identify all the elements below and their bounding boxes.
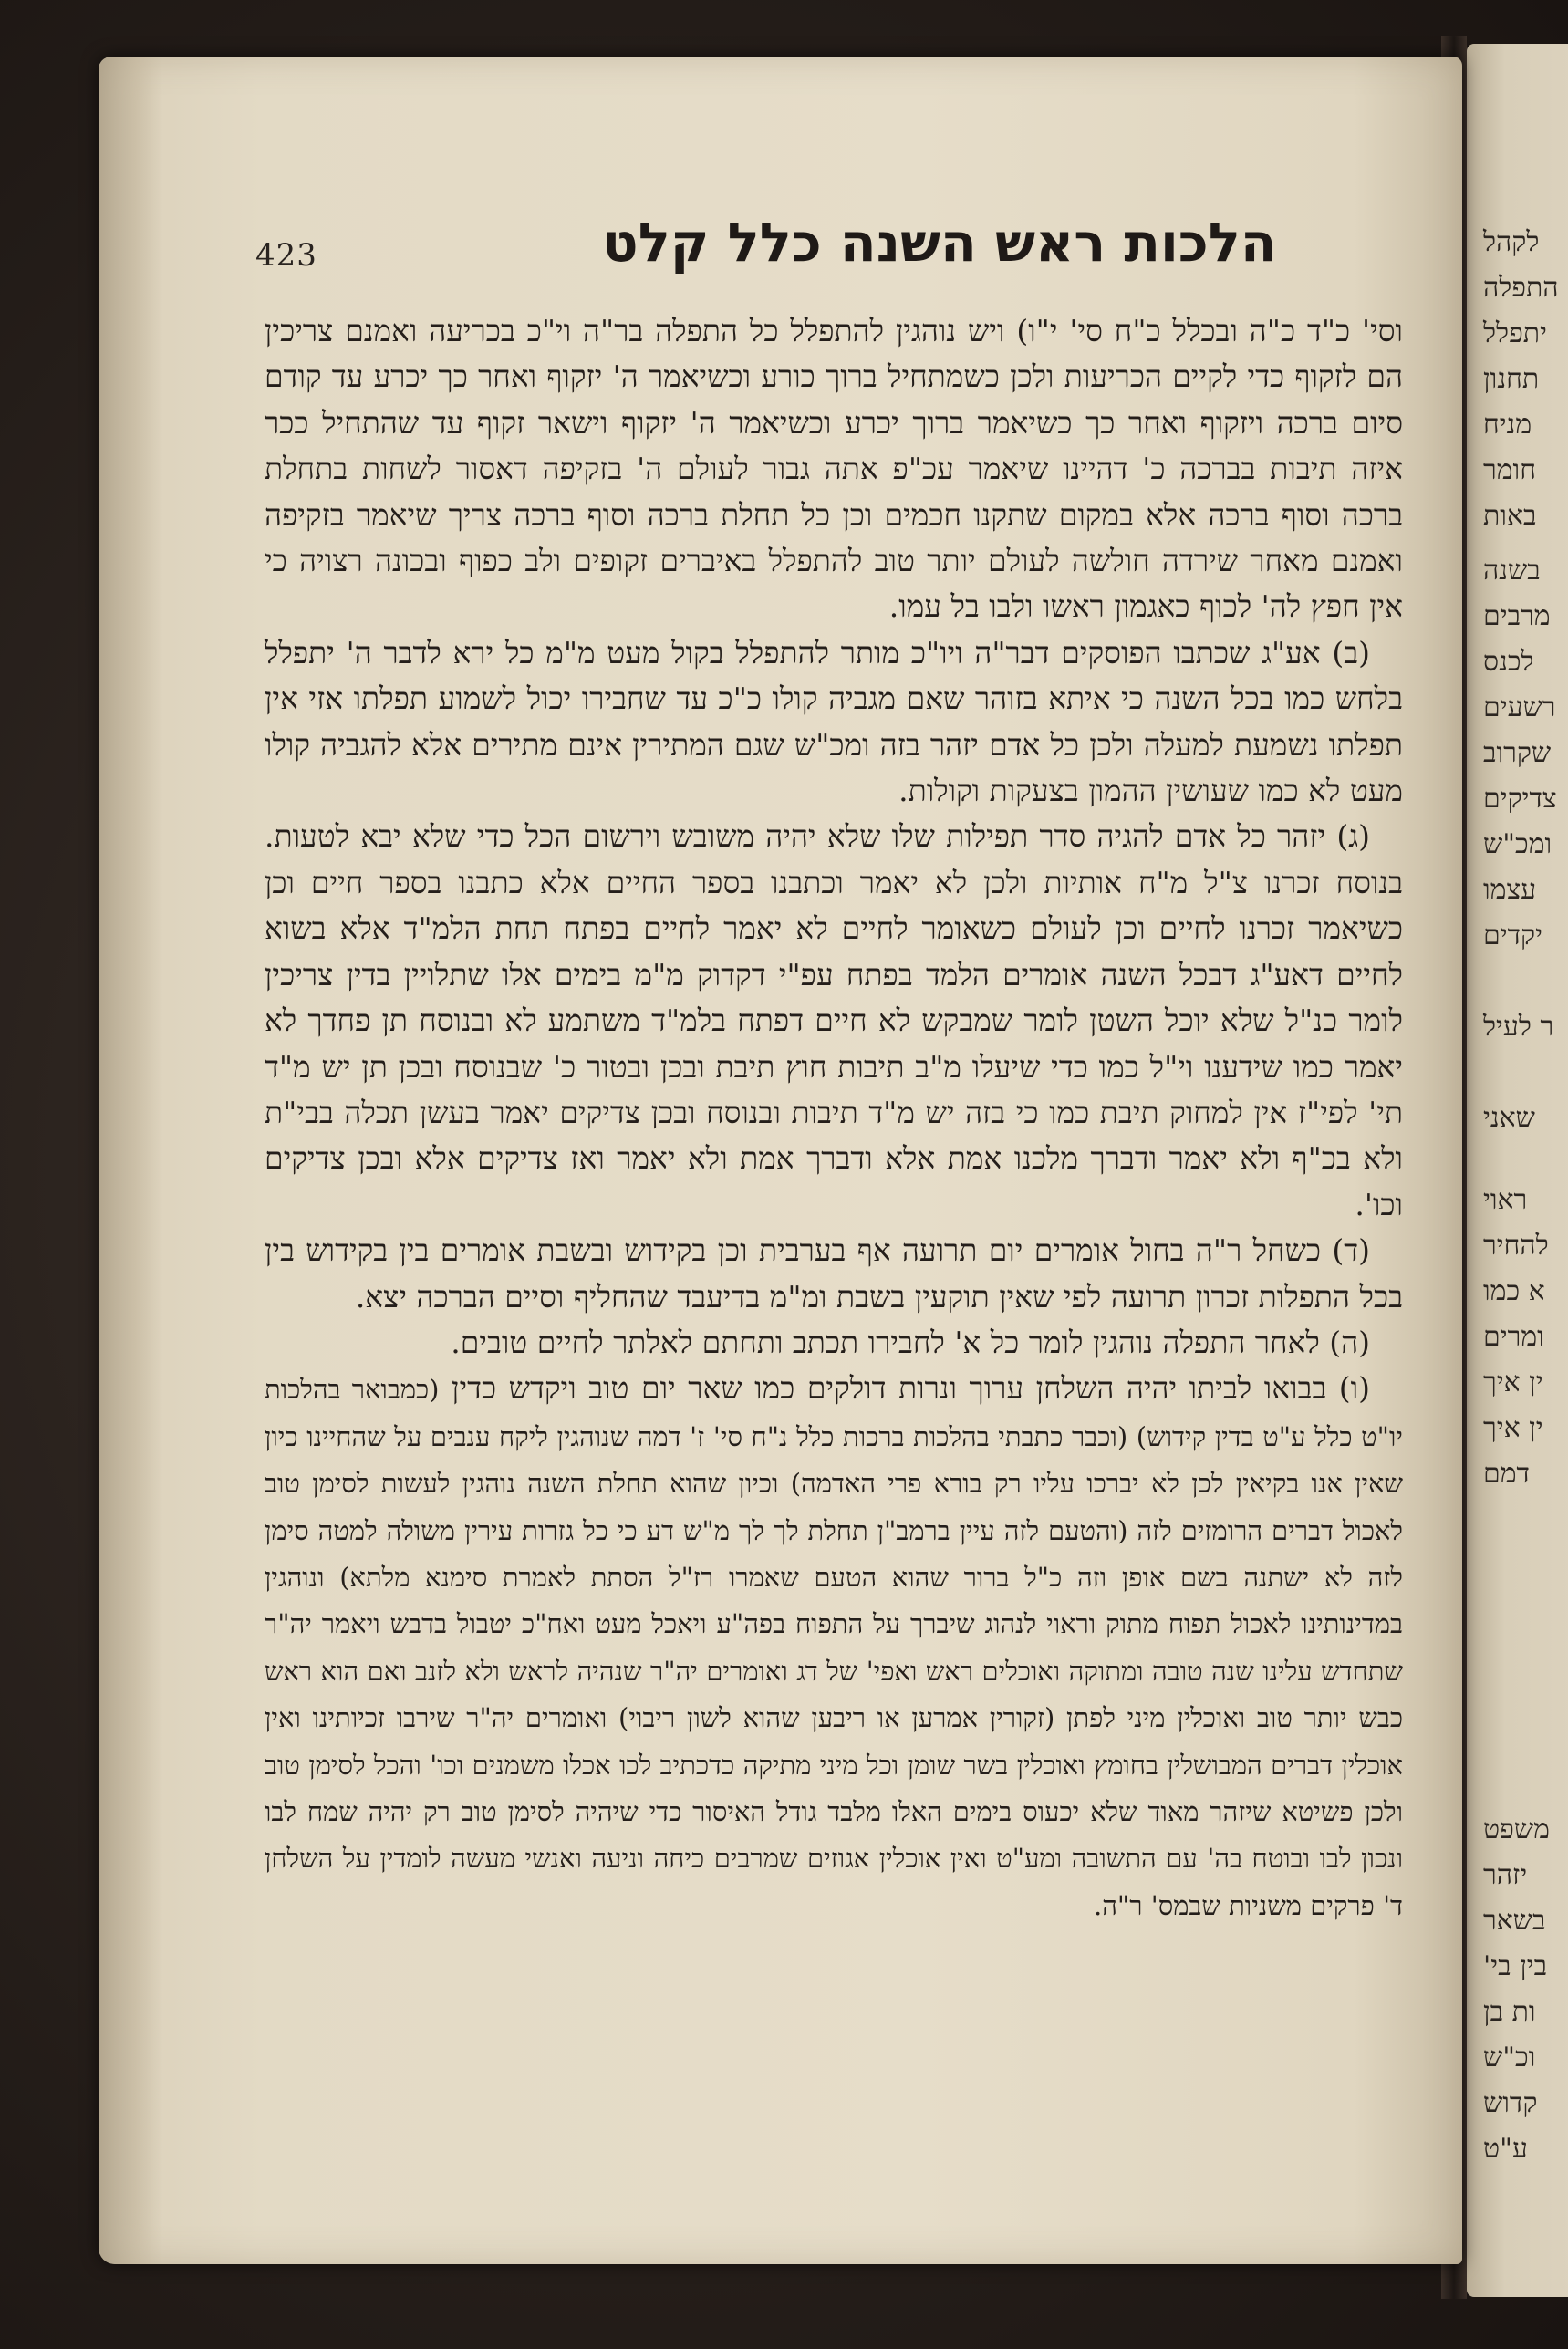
body-text [265, 308, 1403, 1928]
adjacent-page-fragment: משפט [1483, 1814, 1550, 1845]
adjacent-page-fragment: התפלה [1483, 272, 1559, 304]
adjacent-page-fragment: דמם [1483, 1458, 1530, 1490]
adjacent-page-fragment: צדיקים [1483, 783, 1557, 815]
adjacent-page-fragment: רשעים [1483, 691, 1556, 723]
running-title: הלכות ראש השנה כלל קלט [602, 212, 1277, 274]
adjacent-page-fragment: עצמו [1483, 874, 1537, 906]
adjacent-page-fragment: לקהל [1483, 226, 1540, 258]
adjacent-page-fragment: יתפלל [1483, 317, 1547, 349]
page-number: 423 [255, 237, 317, 274]
adjacent-page-fragment: מניח [1483, 409, 1532, 441]
adjacent-page-fragment: שאני [1483, 1102, 1535, 1134]
paragraph-1: וסי' כ"ד כ"ה ובכלל כ"ח סי' י"ו) ויש נוהגין להתפלל כל התפלה בר"ה וי"כ בכריעה ואמנם צריכין הם לזקוף כדי לקיים הכריעות ולכן כשמתחיל ברוך כורע וכשיאמר ה' יזקוף ואחר כך יכרע עד קודם סיום ברכה ויזקוף ואחר כך כשיאמר ברוך יכרע וכשיאמר ה' יזקוף וישאר זקוף עד שהתחיל ככר איזה תיבות בברכה כ' דהיינו שיאמר עכ"פ אתה גבור לעולם ה' בזקיפה דאסור לשחות בתחלת ברכה וסוף ברכה אלא במקום שתקנו חכמים וכן כל תחלת ברכה וסוף ברכה צריך שיאמר בזקיפה ואמנם מאחר שירדה חולשה לעולם יותר טוב להתפלל באיברים זקופים ולב כפוף ובכונה רצויה כי אין חפץ לה' לכוף כאגמון ראשו ולבו בל עמו. [265, 313, 1403, 625]
paragraph-2: (ב) אע"ג שכתבו הפוסקים דבר"ה ויו"כ מותר להתפלל בקול מעט מ"מ כל ירא לדבר ה' יתפלל בלחש כמו בכל השנה כי איתא בזוהר שאם מגביה קולו כ"כ עד שחבירו יכול לשמוע תפלתו אזי אין תפלתו נשמעת למעלה ולכן כל אדם יזהר בזה ומכ"ש שגם המתירין אינם מתירים אלא להגביה קולו מעט לא כמו שעושין ההמון בצעקות וקולות. [265, 634, 1403, 809]
adjacent-page-fragment: ראוי [1483, 1184, 1528, 1216]
paragraph-6-lead: (ו) בבואו לביתו יהיה השלחן ערוך ונרות דולקים כמו שאר יום טוב ויקדש כדין [452, 1370, 1370, 1407]
adjacent-page [1467, 44, 1568, 2297]
adjacent-page-fragment: שקרוב [1483, 737, 1552, 769]
adjacent-page-fragment: חומר [1483, 454, 1536, 486]
adjacent-page-fragment: תחנון [1483, 363, 1540, 395]
paragraph-3: (ג) יזהר כל אדם להגיה סדר תפילות שלו שלא יהיה משובש וירשום הכל כדי שלא יבא לטעות. בנוסח זכרנו צ"ל מ"ח אותיות ולכן לא יאמר וכתבנו בספר החיים אלא כתבנו בספר חיים וכן כשיאמר זכרנו לחיים וכן לעולם כשאומר לחיים לא יאמר לחיים בפתח תחת הלמ"ד אלא בשוא לחיים דאע"ג דבכל השנה אומרים הלמד בפתח עפ"י דקדוק מ"מ בימים אלו שתלויין בדין צריכין לומר כנ"ל שלא יוכל השטן לומר שמבקש לא חיים דפתח בלמ"ד משתמע לא ובנוסח תן פחדך לא יאמר כמו שידענו וי"ל כמו כדי שיעלו מ"ב תיבות חוץ תיבת ובכן ובטור כ' שבנוסח ובכן תן יש מ"ד תי' לפי"ז אין למחוק תיבת כמו כי בזה יש מ"ד תיבות ובנוסח ובכן צדיקים יאמר בעשן תכלה בבי"ת ולא בכ"ף ולא יאמר ודברך מלכנו אמת אלא ודברך אמת ולא יאמר ואז צדיקים אלא ובכן צדיקים וכו'. [265, 818, 1403, 1222]
adjacent-page-fragment: ע"ט [1483, 2133, 1528, 2165]
adjacent-page-fragment: ין איך [1483, 1412, 1543, 1444]
paragraph-4: (ד) כשחל ר"ה בחול אומרים יום תרועה אף בערבית וכן בקידוש ובשבת אומרים בין בקידוש בין בכל התפלות זכרון תרועה לפי שאין תוקעין בשבת ומ"מ בדיעבד שהחליף וסיים הברכה יצא. [265, 1232, 1403, 1315]
paragraph-6-rashi-script: (כמבואר בהלכות יו"ט כלל ע"ט בדין קידוש) (וכבר כתבתי בהלכות ברכות כלל נ"ח סי' ז' דמה שנוהגין ליקח ענבים על שהחיינו כיון שאין אנו בקיאין לכן לא יברכו עליו רק בורא פרי האדמה) וכיון שהוא תחלת השנה נוהגין לעשות לסימן טוב לאכול דברים הרומזים לזה (והטעם לזה עיין ברמב"ן תחלת לך לך מ"ש דע כי כל גזרות עירין משולה למטה סימן לזה לא ישתנה בשם אופן וזה כ"ל ברור שהוא הטעם שאמרו רז"ל הסתת לאמרת סימנא מלתא) ונוהגין במדינותינו לאכול תפוח מתוק וראוי לנהוג שיברך על התפוח בפה"ע ויאכל מעט ואח"כ יטבול בדבש ויאמר יה"ר שתחדש עלינו שנה טובה ומתוקה ואוכלים ראש ואפי' של דג ואומרים יה"ר שנהיה לראש ולא לזנב ואם הוא ראש כבש יותר טוב ואוכלין מיני לפתן (זקורין אמרען או ריבען שהוא לשון ריבוי) ואומרים יה"ר שירבו זכיותינו ואין אוכלין דברים המבושלין בחומץ ואוכלין בשר שומן וכל מיני מתיקה כדכתיב לכו אכלו משמנים וכו' והכל לסימן טוב ולכן פשיטא שיזהר מאוד שלא יכעוס בימים האלו מלבד גודל האיסור כדי שיהיה לסימן טוב רק יהיה שמח לבו ונכון לבו ובוטח בה' עם התשובה ומע"ט ואין אוכלין אגוזים שמרבים כיחה וניעה ואנשי מעשה לומדין על השלחן ד' פרקים משניות שבמס' ר"ה. [265, 1374, 1403, 1921]
adjacent-page-fragment: וכ"ש [1483, 2042, 1536, 2074]
adjacent-page-fragment: קדוש [1483, 2087, 1538, 2119]
page-edge-shading [99, 57, 162, 2264]
paragraph-6-opening [265, 1366, 1403, 1928]
page-header [255, 212, 1405, 294]
adjacent-page-fragment: בשאר [1483, 1905, 1546, 1937]
adjacent-page-fragment: לכנס [1483, 646, 1534, 678]
adjacent-page-fragment: ומכ"ש [1483, 828, 1552, 860]
adjacent-page-fragment: ות בן [1483, 1996, 1536, 2028]
adjacent-page-fragment: באות [1483, 500, 1537, 532]
adjacent-page-fragment: יזהר [1483, 1859, 1528, 1891]
adjacent-page-fragment: ין איך [1483, 1367, 1543, 1398]
adjacent-page-fragment: בין בי' [1483, 1950, 1548, 1982]
paragraph-5: (ה) לאחר התפלה נוהגין לומר כל א' לחבירו תכתב ותחתם לאלתר לחיים טובים. [451, 1324, 1370, 1360]
adjacent-page-fragment: מרבים [1483, 600, 1551, 632]
adjacent-page-fragment: להחיר [1483, 1230, 1549, 1262]
adjacent-page-fragment: ומרים [1483, 1321, 1544, 1353]
adjacent-page-fragment: בשנה [1483, 555, 1541, 587]
adjacent-page-fragment: יקדים [1483, 920, 1542, 951]
adjacent-page-fragment: ר לעיל [1483, 1011, 1554, 1043]
adjacent-page-fragment: א כמו [1483, 1275, 1545, 1307]
